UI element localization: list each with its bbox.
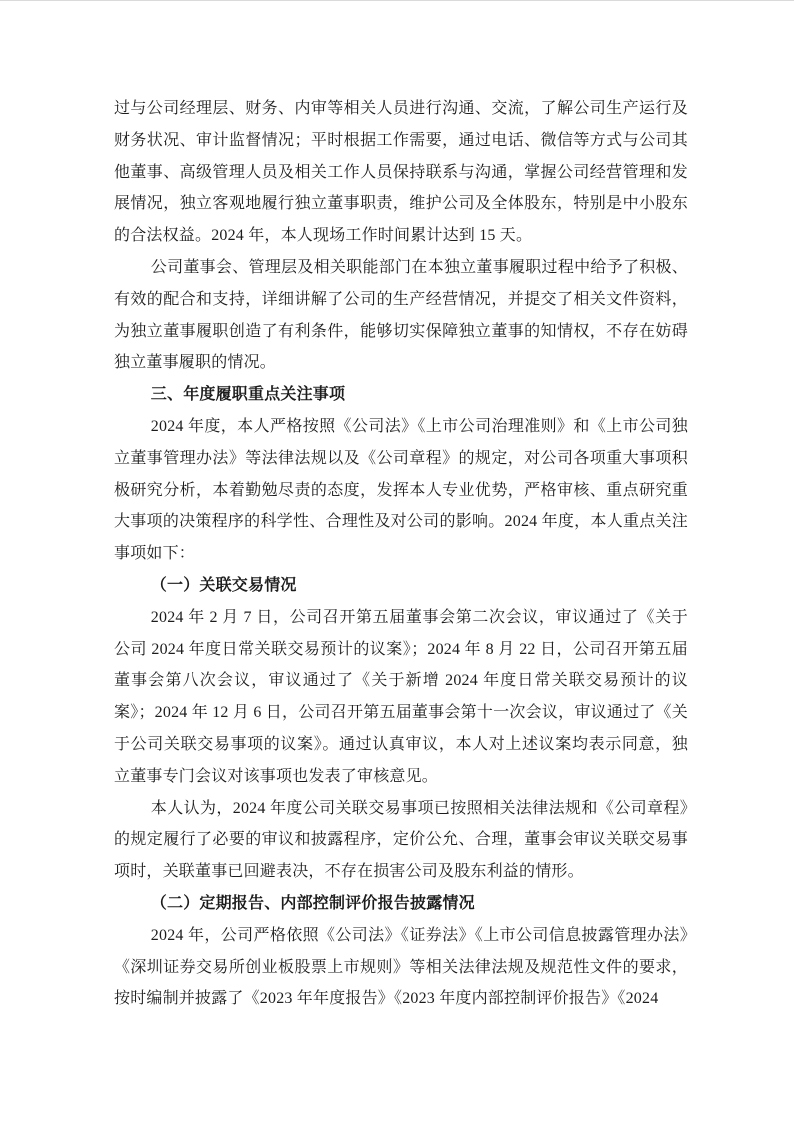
section-heading: 三、年度履职重点关注事项 bbox=[150, 386, 346, 404]
paragraph: 2024 年度，本人严格按照《公司法》《上市公司治理准则》和《上市公司独立董事管理办法》等法律法规以及《公司章程》的规定，对公司各项重大事项积极研究分析，本着勤勉尽责的态度，发挥本人专业优势，严格审核、重点研究重大事项的决策程序的科学性、合理性及对公司的影响。2024 年度，本人重点关注事项如下： bbox=[114, 417, 688, 563]
paragraph: 2024 年，公司严格依照《公司法》《证券法》《上市公司信息披露管理办法》《深圳证券交易所创业板股票上市规则》等相关法律法规及规范性文件的要求，按时编制并披露了《2023 年年度报告》《2023 年度内部控制评价报告》《2024 bbox=[114, 926, 688, 1008]
section-heading: （二）定期报告、内部控制评价报告披露情况 bbox=[150, 894, 475, 912]
section-heading: （一）关联交易情况 bbox=[150, 576, 297, 594]
paragraph: 2024 年 2 月 7 日，公司召开第五届董事会第二次会议，审议通过了《关于公司 2024 年度日常关联交易预计的议案》；2024 年 8 月 22 日，公司召开第五届董事会第八次会议，审议通过了《关于新增 2024 年度日常关联交易预计的议案》；2024 年 12 月 6 日，公司召开第五届董事会第十一次会议，审议通过了《关于公司关联交易事项的议案》。通过认真审议，本人对上述议案均表示同意，独立董事专门会议对该事项也发表了审核意见。 bbox=[114, 608, 688, 785]
document-body bbox=[114, 93, 688, 1015]
paragraph: 本人认为，2024 年度公司关联交易事项已按照相关法律法规和《公司章程》的规定履行了必要的审议和披露程序，定价公允、合理，董事会审议关联交易事项时，关联董事已回避表决，不存在损害公司及股东利益的情形。 bbox=[114, 799, 688, 881]
paragraph: 公司董事会、管理层及相关职能部门在本独立董事履职过程中给予了积极、有效的配合和支持，详细讲解了公司的生产经营情况，并提交了相关文件资料，为独立董事履职创造了有利条件，能够切实保障独立董事的知情权，不存在妨碍独立董事履职的情况。 bbox=[114, 258, 688, 372]
paragraph: 过与公司经理层、财务、内审等相关人员进行沟通、交流，了解公司生产运行及财务状况、审计监督情况；平时根据工作需要，通过电话、微信等方式与公司其他董事、高级管理人员及相关工作人员保持联系与沟通，掌握公司经营管理和发展情况，独立客观地履行独立董事职责，维护公司及全体股东，特别是中小股东的合法权益。2024 年，本人现场工作时间累计达到 15 天。 bbox=[114, 100, 688, 245]
